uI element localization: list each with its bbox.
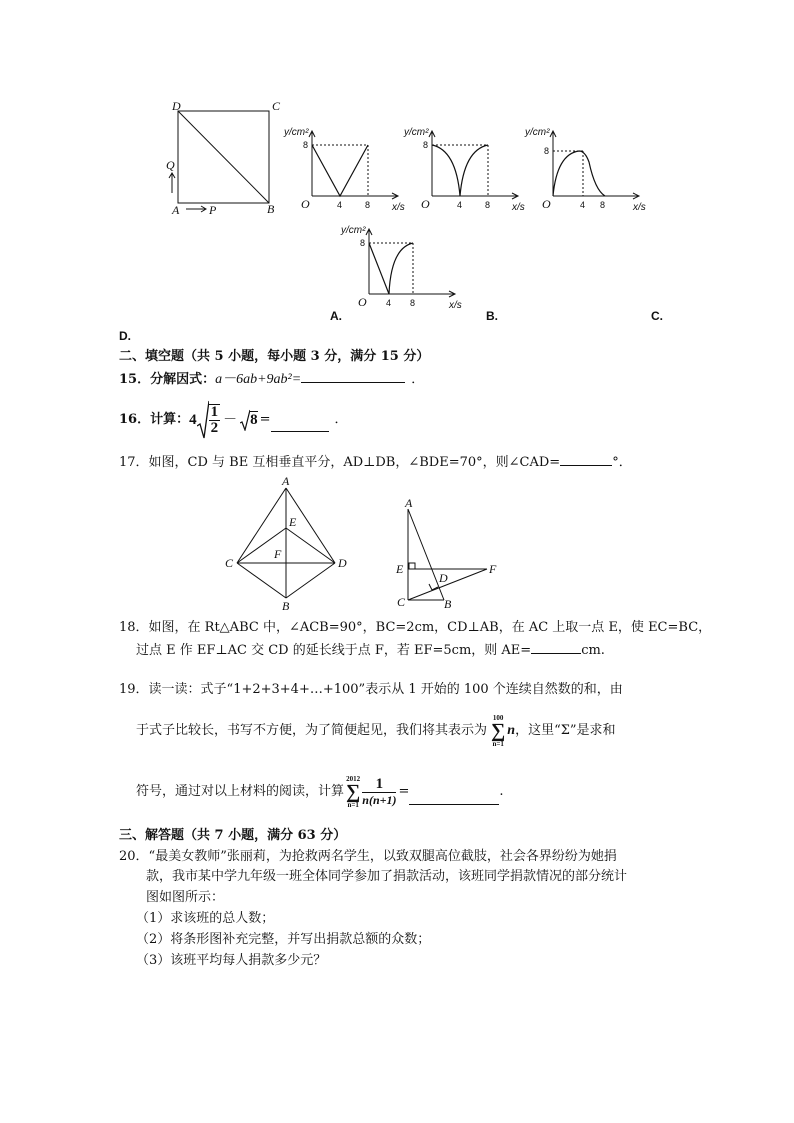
question-20-line-3: 图如图所示： [146, 890, 225, 905]
question-20-line-1: 20．“最美女教师”张丽莉，为抢救两名学生，以致双腿高位截肢，社会各界纷纷为她捐 [119, 849, 617, 864]
graph-xlabel: x/s [633, 202, 646, 213]
q18-text: 过点 E 作 EF⊥AC 交 CD 的延长线于点 F，若 EF=5cm，则 AE= [136, 643, 532, 658]
graph-xlabel: x/s [449, 300, 462, 311]
label-F: F [489, 562, 497, 576]
q18-unit: cm. [581, 643, 605, 658]
graph-xlabel: x/s [392, 202, 405, 213]
sigma-icon: ∑ [491, 720, 506, 742]
q16-suffix: ． [334, 412, 348, 427]
graph-ylabel: y/cm² [284, 127, 309, 138]
question-19-line-2 [136, 710, 616, 752]
sum1-upper: 100 [492, 714, 504, 722]
tick-4: 4 [580, 200, 586, 210]
tick-8-y: 8 [303, 140, 309, 150]
question-19-line-3 [136, 770, 504, 814]
label-C: C [272, 99, 281, 113]
question-17 [119, 453, 632, 471]
question-18-line-1: 18．如图，在 Rt△ABC 中，∠ACB=90°，BC=2cm，CD⊥AB，在 AC 上取一点 E，使 EC=BC， [119, 620, 712, 635]
question-15 [119, 370, 424, 388]
origin-label: O [542, 197, 551, 211]
sum-notation-1 [491, 714, 505, 748]
graph-option-b [403, 127, 525, 213]
option-d-label: D. [119, 329, 131, 343]
tick-4: 4 [337, 200, 343, 210]
label-C: C [397, 595, 406, 609]
label-A: A [282, 474, 290, 488]
option-b-label: B. [486, 309, 498, 323]
sum1-lower: n=1 [492, 740, 504, 748]
q16-denominator: 2 [210, 419, 219, 436]
label-C: C [225, 556, 234, 570]
label-P: P [209, 203, 217, 217]
sum-notation-2 [346, 775, 360, 809]
graph-option-d [340, 225, 462, 311]
q19-text-b: ，这里“Σ”是求和 [515, 723, 616, 738]
graph-ylabel: y/cm² [404, 127, 429, 138]
label-D: D [338, 556, 347, 570]
q19-equals: = [398, 784, 410, 799]
sum2-numerator: 1 [362, 777, 396, 793]
question-20-line-2: 款，我市某中学九年级一班全体同学参加了捐款活动，该班同学捐款情况的部分统计 [146, 869, 628, 884]
label-Q: Q [166, 158, 175, 172]
graph-xlabel: x/s [512, 202, 525, 213]
question-16 [119, 398, 348, 442]
label-B: B [282, 599, 290, 613]
q16-fraction [209, 404, 221, 436]
origin-label: O [301, 197, 310, 211]
label-D: D [172, 99, 181, 113]
graph-option-a [283, 127, 405, 213]
sqrt-sign-icon [240, 409, 250, 431]
q16-numerator: 1 [210, 403, 219, 420]
sqrt-sign-icon [197, 400, 209, 440]
q19-answer-blank[interactable] [409, 792, 499, 805]
q17-figure [220, 472, 360, 617]
label-E: E [289, 515, 297, 529]
q16-answer-blank[interactable] [271, 419, 329, 432]
graph-option-c [524, 127, 646, 213]
label-F: F [274, 547, 282, 561]
tick-8-y: 8 [544, 146, 550, 156]
tick-4: 4 [457, 200, 463, 210]
sum2-lower: n=1 [347, 801, 359, 809]
q20-item-1: （1）求该班的总人数； [136, 911, 275, 926]
q17-text: 17．如图，CD 与 BE 互相垂直平分，AD⊥DB，∠BDE=70°，则∠CAD= [119, 455, 561, 470]
question-19-line-1: 19．读一读：式子“1+2+3+4+…+100”表示从 1 开始的 100 个连续自然数的和，由 [119, 682, 623, 697]
tick-8-y: 8 [423, 140, 429, 150]
q15-prefix: 15．分解因式： [119, 372, 216, 387]
q18-figure [392, 494, 507, 614]
graph-ylabel: y/cm² [341, 225, 366, 236]
tick-8-x: 8 [485, 200, 491, 210]
q16-radicand: 8 [250, 412, 258, 428]
label-A: A [405, 496, 413, 510]
q16-coefficient: 4 [189, 412, 197, 428]
sum2-denominator: n(n+1) [362, 792, 397, 807]
sigma-icon: ∑ [346, 781, 361, 803]
origin-label: O [358, 295, 367, 309]
q17-suffix: °． [612, 455, 632, 470]
q15-expression: a－6ab+9ab²= [215, 372, 302, 387]
section-2-title: 二、填空题（共 5 小题，每小题 3 分，满分 15 分） [119, 349, 430, 364]
label-B: B [267, 202, 275, 216]
q16-minus: － [223, 412, 238, 428]
origin-label: O [421, 197, 430, 211]
q19-text-a: 于式子比较长，书写不方便，为了简便起见，我们将其表示为 [136, 723, 488, 738]
q16-prefix: 16．计算： [119, 412, 190, 427]
label-E: E [396, 562, 404, 576]
section-3-title: 三、解答题（共 7 小题，满分 63 分） [119, 828, 347, 843]
q20-item-2: （2）将条形图补充完整，并写出捐款总额的众数； [136, 932, 431, 947]
q19-text-c: 符号，通过对以上材料的阅读，计算 [136, 784, 345, 799]
label-D: D [439, 571, 448, 585]
sum1-term: n [507, 723, 516, 738]
q18-answer-blank[interactable] [531, 641, 581, 654]
q15-answer-blank[interactable] [301, 370, 405, 383]
tick-8-x: 8 [365, 200, 371, 210]
option-c-label: C. [651, 309, 663, 323]
q20-item-3: （3）该班平均每人捐款多少元？ [136, 953, 327, 968]
q17-answer-blank[interactable] [560, 453, 612, 466]
q15-suffix: ． [411, 372, 425, 387]
square-figure [169, 111, 269, 212]
q19-period: . [499, 784, 504, 799]
label-B: B [444, 597, 452, 611]
sum2-upper: 2012 [346, 775, 361, 783]
tick-8-x: 8 [600, 200, 606, 210]
label-A: A [172, 203, 180, 217]
graph-ylabel: y/cm² [525, 127, 550, 138]
option-a-label: A. [330, 309, 342, 323]
q16-equals: = [259, 412, 271, 427]
sum2-fraction [362, 777, 396, 808]
tick-4: 4 [386, 298, 392, 308]
q14-figure [160, 98, 680, 320]
tick-8-y: 8 [360, 238, 366, 248]
tick-8-x: 8 [410, 298, 416, 308]
question-18-line-2 [136, 641, 605, 659]
